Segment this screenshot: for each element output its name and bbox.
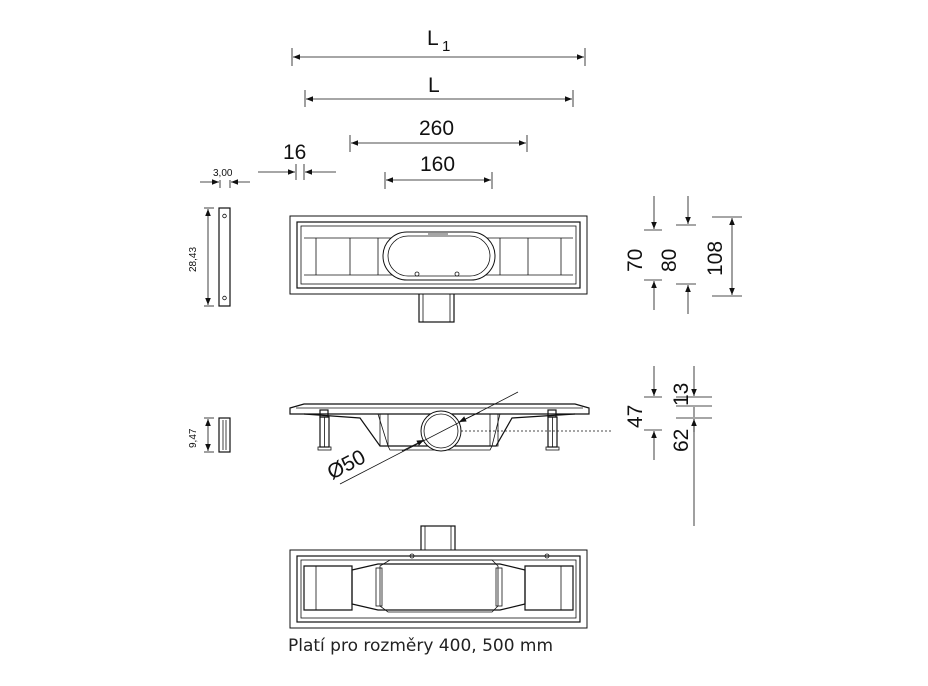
dimension-16: [258, 141, 336, 180]
label-160: 160: [420, 153, 456, 176]
label-70: 70: [624, 248, 647, 272]
dimension-108: [704, 217, 742, 296]
label-47: 47: [624, 404, 647, 428]
dimension-l1: [292, 27, 585, 66]
dimension-70: [624, 196, 662, 310]
side-profile-top: [188, 208, 230, 306]
dimension-3-00: [200, 168, 250, 188]
label-108: 108: [704, 240, 727, 276]
dimension-160: [385, 153, 492, 189]
label-9-47: 9,47: [188, 428, 199, 448]
dimension-13: [670, 366, 712, 417]
dimension-47: [624, 366, 662, 460]
top-view: [290, 216, 587, 322]
bottom-view: [290, 526, 587, 628]
side-view: [290, 404, 612, 451]
label-13: 13: [670, 382, 693, 406]
side-profile-bottom: [188, 418, 230, 452]
caption: Platí pro rozměry 400, 500 mm: [288, 636, 554, 656]
label-diameter-50: Ø50: [323, 445, 370, 485]
label-3-00: 3,00: [213, 168, 233, 179]
label-l: L: [428, 74, 440, 97]
label-16: 16: [283, 141, 307, 164]
dimension-l: [305, 74, 573, 107]
dimension-80: [658, 196, 696, 314]
label-260: 260: [419, 117, 455, 140]
dimension-diameter-50: [324, 392, 518, 484]
label-62: 62: [670, 428, 693, 452]
dimension-62: [670, 418, 712, 526]
label-l1-subscript: 1: [442, 38, 451, 55]
dimension-260: [350, 117, 527, 152]
label-80: 80: [658, 248, 681, 272]
label-28-43: 28,43: [188, 246, 199, 272]
label-l1: L: [427, 27, 439, 50]
